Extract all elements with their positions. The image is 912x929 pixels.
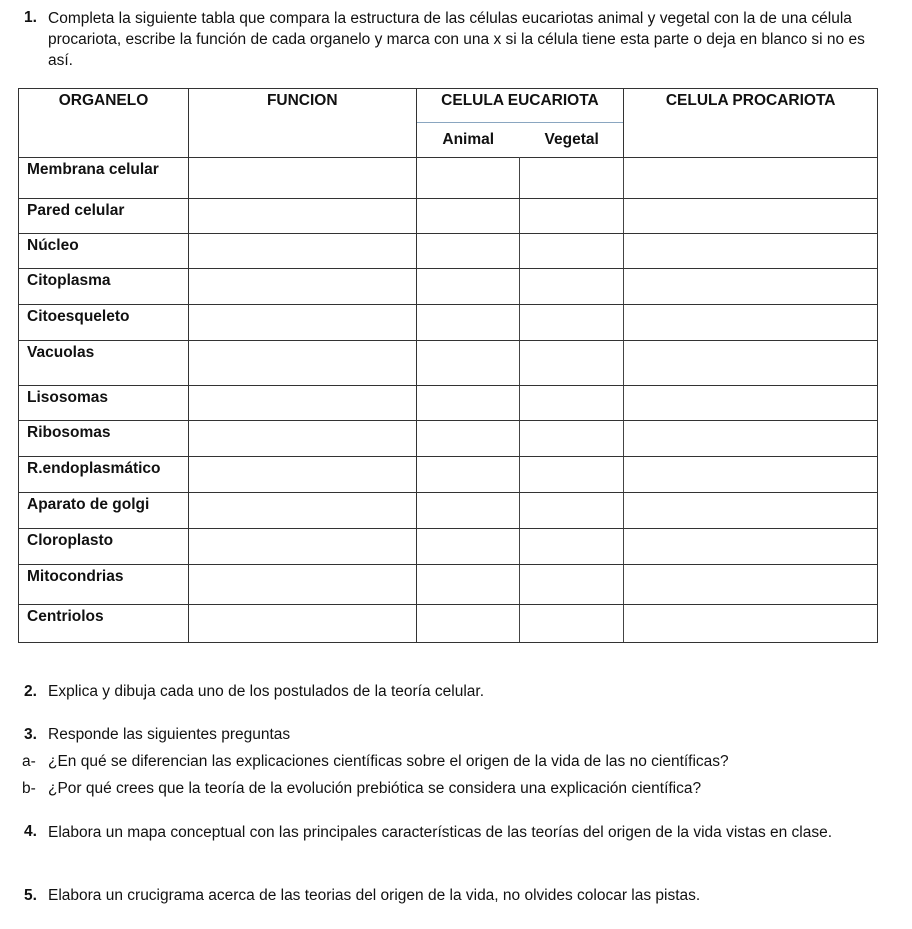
function-cell[interactable] <box>188 305 416 341</box>
vegetal-cell[interactable] <box>520 234 624 269</box>
q1-number: 1. <box>24 9 37 26</box>
q1-text: Completa la siguiente tabla que compara la estructura de las células eucariotas animal y vegetal con la de una célula procariota, escribe la función de cada organelo y marca con una x si la célula tiene esta parte o deja en blanco si no es así. <box>48 10 865 69</box>
q4-text: Elabora un mapa conceptual con las principales características de las teorías del origen de la vida vistas en clase. <box>48 824 833 841</box>
procariota-cell[interactable] <box>624 305 878 341</box>
organelle-name: Centriolos <box>19 605 189 643</box>
table-row <box>19 199 878 234</box>
q3a-text: ¿En qué se diferencian las explicaciones científicas sobre el origen de la vida de las no científicas? <box>48 753 729 770</box>
organelle-name: R.endoplasmático <box>19 457 189 493</box>
q4-number: 4. <box>24 823 37 840</box>
header-vegetal: Vegetal <box>520 123 624 158</box>
organelle-name: Mitocondrias <box>19 565 189 605</box>
procariota-cell[interactable] <box>624 457 878 493</box>
table-row <box>19 529 878 565</box>
table-row <box>19 457 878 493</box>
procariota-cell[interactable] <box>624 341 878 386</box>
vegetal-cell[interactable] <box>520 529 624 565</box>
procariota-cell[interactable] <box>624 269 878 305</box>
animal-cell[interactable] <box>416 269 520 305</box>
organelle-name: Membrana celular <box>19 158 189 199</box>
function-cell[interactable] <box>188 386 416 421</box>
header-animal: Animal <box>416 123 520 158</box>
organelle-name: Pared celular <box>19 199 189 234</box>
function-cell[interactable] <box>188 341 416 386</box>
organelle-name: Cloroplasto <box>19 529 189 565</box>
q3a-label: a- <box>22 753 36 770</box>
function-cell[interactable] <box>188 234 416 269</box>
table-row <box>19 158 878 199</box>
header-funcion: FUNCION <box>188 89 416 158</box>
vegetal-cell[interactable] <box>520 341 624 386</box>
procariota-cell[interactable] <box>624 158 878 199</box>
organelle-name: Lisosomas <box>19 386 189 421</box>
animal-cell[interactable] <box>416 493 520 529</box>
function-cell[interactable] <box>188 493 416 529</box>
organelle-name: Núcleo <box>19 234 189 269</box>
table-row <box>19 565 878 605</box>
table-row <box>19 605 878 643</box>
function-cell[interactable] <box>188 158 416 199</box>
animal-cell[interactable] <box>416 199 520 234</box>
vegetal-cell[interactable] <box>520 386 624 421</box>
organelle-name: Vacuolas <box>19 341 189 386</box>
procariota-cell[interactable] <box>624 565 878 605</box>
animal-cell[interactable] <box>416 234 520 269</box>
procariota-cell[interactable] <box>624 493 878 529</box>
function-cell[interactable] <box>188 605 416 643</box>
header-organelo: ORGANELO <box>19 89 189 158</box>
procariota-cell[interactable] <box>624 605 878 643</box>
vegetal-cell[interactable] <box>520 565 624 605</box>
table-row <box>19 269 878 305</box>
vegetal-cell[interactable] <box>520 493 624 529</box>
vegetal-cell[interactable] <box>520 457 624 493</box>
procariota-cell[interactable] <box>624 529 878 565</box>
animal-cell[interactable] <box>416 386 520 421</box>
vegetal-cell[interactable] <box>520 199 624 234</box>
function-cell[interactable] <box>188 269 416 305</box>
vegetal-cell[interactable] <box>520 269 624 305</box>
vegetal-cell[interactable] <box>520 421 624 457</box>
procariota-cell[interactable] <box>624 234 878 269</box>
animal-cell[interactable] <box>416 341 520 386</box>
organelle-name: Citoplasma <box>19 269 189 305</box>
organelle-name: Aparato de golgi <box>19 493 189 529</box>
organelle-name: Ribosomas <box>19 421 189 457</box>
animal-cell[interactable] <box>416 565 520 605</box>
function-cell[interactable] <box>188 457 416 493</box>
organelle-table <box>18 88 878 643</box>
procariota-cell[interactable] <box>624 199 878 234</box>
animal-cell[interactable] <box>416 421 520 457</box>
animal-cell[interactable] <box>416 605 520 643</box>
header-procariota: CELULA PROCARIOTA <box>624 89 878 158</box>
q3b-label: b- <box>22 780 36 797</box>
table-row <box>19 305 878 341</box>
q5-number: 5. <box>24 887 37 904</box>
q3-text: Responde las siguientes preguntas <box>48 726 291 743</box>
table-row <box>19 341 878 386</box>
table-row <box>19 493 878 529</box>
procariota-cell[interactable] <box>624 386 878 421</box>
table-row <box>19 234 878 269</box>
procariota-cell[interactable] <box>624 421 878 457</box>
vegetal-cell[interactable] <box>520 605 624 643</box>
q2-text: Explica y dibuja cada uno de los postulados de la teoría celular. <box>48 683 485 700</box>
vegetal-cell[interactable] <box>520 158 624 199</box>
table-row <box>19 386 878 421</box>
function-cell[interactable] <box>188 199 416 234</box>
header-eucariota: CELULA EUCARIOTA <box>416 89 624 123</box>
animal-cell[interactable] <box>416 529 520 565</box>
organelle-name: Citoesqueleto <box>19 305 189 341</box>
animal-cell[interactable] <box>416 305 520 341</box>
table-row <box>19 421 878 457</box>
function-cell[interactable] <box>188 529 416 565</box>
q2-number: 2. <box>24 683 37 700</box>
vegetal-cell[interactable] <box>520 305 624 341</box>
animal-cell[interactable] <box>416 457 520 493</box>
animal-cell[interactable] <box>416 158 520 199</box>
q3-number: 3. <box>24 726 37 743</box>
q5-text: Elabora un crucigrama acerca de las teorias del origen de la vida, no olvides colocar las pistas. <box>48 887 701 904</box>
function-cell[interactable] <box>188 421 416 457</box>
q3b-text: ¿Por qué crees que la teoría de la evolución prebiótica se considera una explicación científica? <box>48 780 702 797</box>
function-cell[interactable] <box>188 565 416 605</box>
